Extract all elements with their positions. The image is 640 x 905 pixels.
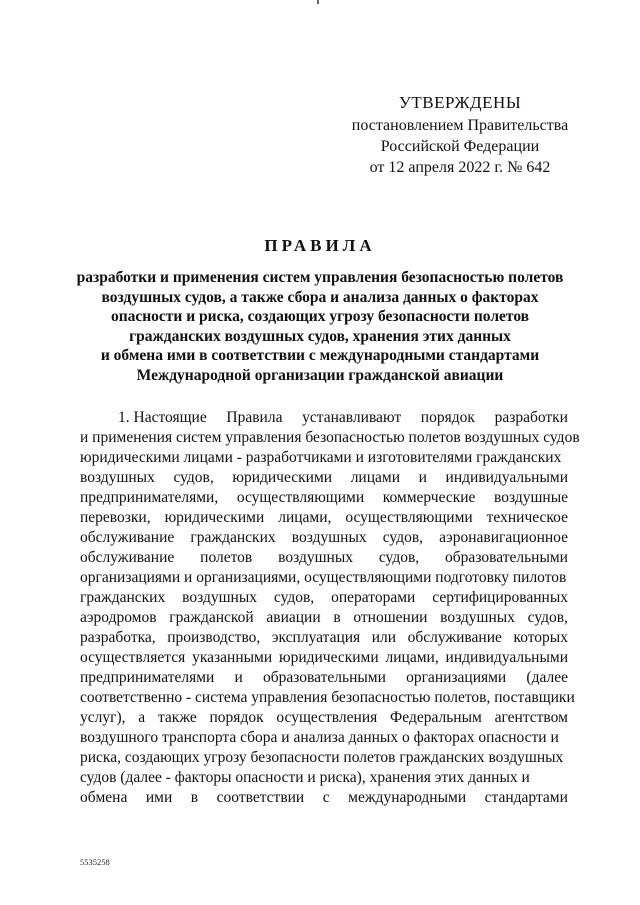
word: осуществления [276,709,378,726]
text-line [80,468,568,488]
word: Федеральным [390,709,482,726]
word: операторами [331,589,416,606]
word: разработки [494,409,568,426]
word: соответствии [216,789,305,806]
word: предпринимателями, [80,489,219,506]
word: порядок [209,709,264,726]
word: ими [145,789,173,806]
word: юридическими [232,469,333,486]
word: услуг), [80,709,126,726]
text-line [80,768,568,788]
document-subtitle [60,268,580,385]
subtitle-line: гражданских воздушных судов, хранения этих данных [129,327,511,345]
page-top-mark [317,0,319,4]
word: сертифицированных [432,589,568,606]
word: индивидуальными [445,649,568,666]
paragraph-1 [80,408,580,808]
word: судов, [527,609,568,626]
word: образовательными [262,669,386,686]
word: стандартами [484,789,568,806]
subtitle-line: опасности и риска, создающих угрозу безопасности полетов [110,308,530,325]
word: 1. Настоящие [118,409,207,426]
word: также [157,709,197,726]
text-line [80,508,568,528]
word: юридическими [278,649,379,666]
word: воздушных [80,469,155,486]
word: гражданских [80,589,166,606]
word: (далее [526,669,568,686]
word: воздушных [182,589,257,606]
word: Правила [226,409,283,426]
word: устанавливают [302,409,402,426]
word: в [190,789,199,806]
word: воздушных [278,549,353,566]
word: техническое [486,509,568,526]
word: гражданских [190,529,276,546]
word: и [234,669,243,686]
word: индивидуальными [445,469,568,486]
subtitle-line: Международной организации гражданской авиации [136,366,504,384]
word: воздушного транспорта сбора и анализа данных о факторах опасности и [80,729,559,746]
subtitle-line: и обмена ими в соответствии с международными стандартами [100,347,540,364]
document-title: ПРАВИЛА [264,236,376,255]
approval-heading: УТВЕРЖДЕНЫ [398,93,522,112]
word: предпринимателями [80,669,215,686]
word: порядок [420,409,475,426]
text-line [80,568,568,588]
approval-line-1: постановлением Правительства [351,117,569,134]
word: в [333,609,341,626]
text-line [80,708,568,728]
word: и [418,469,427,486]
word: судов, [378,549,420,566]
word: юридическими лицами - разработчиками и изготовителями гражданских [80,449,562,466]
text-line [80,528,568,548]
text-line [80,748,568,768]
word: которых [513,629,568,646]
word: с [322,789,330,806]
text-line [80,488,568,508]
word: судов, [173,469,214,486]
word: или [371,629,397,646]
word: организациями [406,669,507,686]
text-line [80,408,568,428]
word: лицами [350,469,400,486]
word: международными [348,789,467,806]
word: судов (далее - факторы опасности и риска), хранения этих данных и [80,769,530,786]
word: юридическими [164,509,265,526]
word: судов, [382,529,424,546]
word: обслуживание [80,549,175,566]
text-line [80,608,568,628]
word: перевозки, [80,509,151,526]
document-number: 5535258 [80,857,110,867]
word: и применения систем управления безопасностью полетов воздушных судов [80,429,580,446]
approval-block [340,92,580,178]
word: указанными [192,649,273,666]
word: полетов [200,549,253,566]
text-line [80,548,568,568]
approval-line-3: от 12 апреля 2022 г. № 642 [369,159,551,176]
text-line [80,428,580,448]
word: организациями и организациями, осуществляющими подготовку пилотов [80,569,567,586]
text-line [80,628,568,648]
word: гражданской [169,609,254,626]
word: коммерческие [382,489,476,506]
text-line [80,788,568,808]
word: агентством [494,709,568,726]
text-line [80,688,575,708]
word: воздушные [494,489,568,506]
word: обслуживание [407,629,502,646]
word: воздушных [440,609,515,626]
word: лицами, [278,509,332,526]
text-line [80,588,568,608]
word: соответственно - система управления безопасностью полетов, поставщики [80,689,575,706]
word: осуществляющими [236,489,365,506]
word: обслуживание [80,529,175,546]
word: осуществляющими [345,509,473,526]
text-line [80,448,568,468]
word: авиации [266,609,321,626]
approval-line-2: Российской Федерации [380,138,540,155]
word: образовательными [445,549,568,566]
word: осуществляется [80,649,186,666]
text-line [80,728,568,748]
word: а [138,709,146,726]
word: воздушных [291,529,367,546]
word: разработка, [80,629,156,646]
text-line [80,648,568,668]
subtitle-line: воздушных судов, а также сбора и анализа данных о факторах [101,288,539,306]
word: риска, создающих угрозу безопасности полетов гражданских воздушных [80,749,564,766]
word: обмена [80,789,128,806]
word: производство, [167,629,261,646]
word: аэронавигационное [439,529,568,546]
word: аэродромов [80,609,157,626]
subtitle-line: разработки и применения систем управления безопасностью полетов [76,269,564,286]
text-line [80,668,568,688]
word: судов, [273,589,315,606]
word: лицами, [385,649,439,666]
word: отношении [353,609,428,626]
word: эксплуатация [271,629,361,646]
